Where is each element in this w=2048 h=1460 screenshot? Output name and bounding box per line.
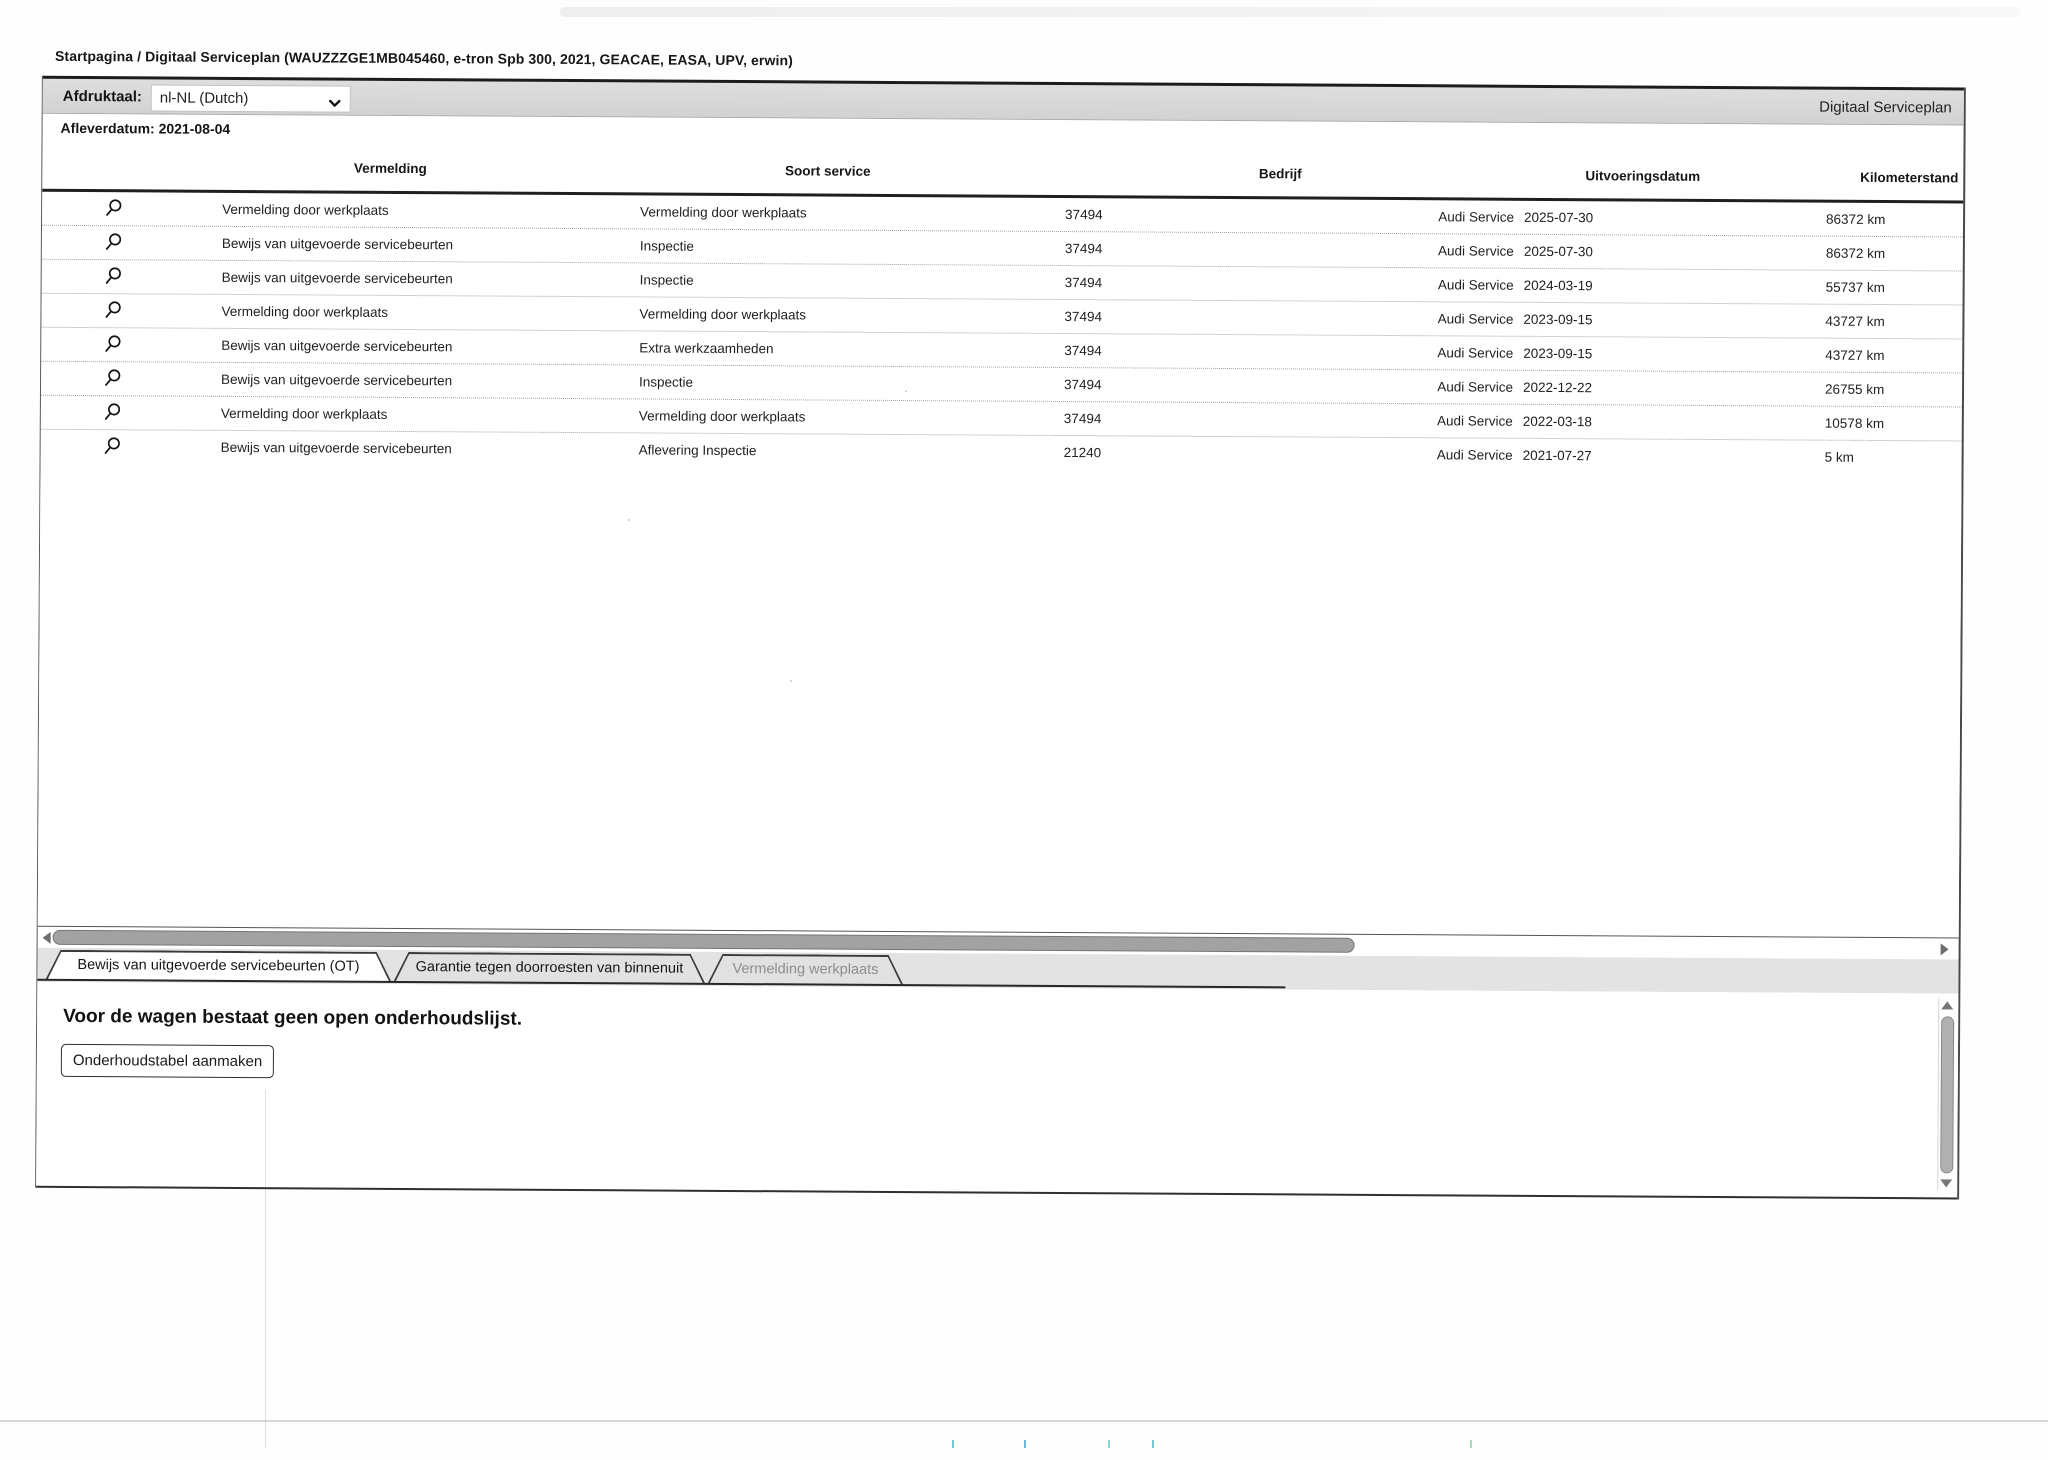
service-history-table bbox=[41, 192, 1964, 476]
cell-bedrijf-naam: Audi Service bbox=[1438, 243, 1514, 259]
cell-bedrijf-naam: Audi Service bbox=[1437, 379, 1514, 395]
cell-soort-service: Vermelding door werkplaats bbox=[639, 306, 807, 323]
cell-vermelding: Bewijs van uitgevoerde servicebeurten bbox=[221, 269, 453, 287]
cell-vermelding: Bewijs van uitgevoerde servicebeurten bbox=[221, 371, 453, 389]
cell-soort-service: Inspectie bbox=[639, 272, 694, 288]
cell-vermelding: Bewijs van uitgevoerde servicebeurten bbox=[220, 439, 452, 457]
cell-bedrijf-nummer: 21240 bbox=[1063, 445, 1102, 461]
search-icon[interactable] bbox=[103, 402, 122, 421]
cell-soort-service: Inspectie bbox=[638, 374, 694, 390]
vertical-scrollbar-thumb[interactable] bbox=[1940, 1016, 1954, 1173]
arrow-up-icon[interactable] bbox=[1941, 1001, 1953, 1009]
maintenance-panel bbox=[36, 982, 1958, 1200]
cell-soort-service: Aflevering Inspectie bbox=[638, 442, 757, 459]
search-icon[interactable] bbox=[103, 368, 122, 387]
arrow-down-icon[interactable] bbox=[1940, 1179, 1952, 1187]
cell-bedrijf-naam: Audi Service bbox=[1437, 277, 1514, 293]
cell-soort-service: Extra werkzaamheden bbox=[639, 340, 774, 357]
tab-label: Bewijs van uitgevoerde servicebeurten (OT) bbox=[77, 957, 360, 975]
column-header-uitvoeringsdatum: Uitvoeringsdatum bbox=[1585, 168, 1701, 184]
cell-kilometerstand: 10578 km bbox=[1824, 415, 1885, 432]
cell-kilometerstand: 86372 km bbox=[1825, 245, 1886, 262]
tab-label: Garantie tegen doorroesten van binnenuit bbox=[415, 959, 684, 977]
search-icon[interactable] bbox=[103, 334, 122, 353]
column-header-vermelding: Vermelding bbox=[353, 160, 427, 177]
cell-bedrijf-nummer: 37494 bbox=[1064, 309, 1103, 325]
chevron-down-icon bbox=[329, 95, 341, 113]
cell-uitvoeringsdatum: 2023-09-15 bbox=[1523, 345, 1593, 362]
cell-uitvoeringsdatum: 2024-03-19 bbox=[1523, 277, 1593, 294]
cell-vermelding: Bewijs van uitgevoerde servicebeurten bbox=[221, 337, 453, 355]
cell-bedrijf-nummer: 37494 bbox=[1064, 241, 1103, 257]
tab-bewijs-servicebeurten[interactable] bbox=[45, 950, 391, 982]
tab-label: Vermelding werkplaats bbox=[732, 961, 879, 978]
vertical-scrollbar[interactable] bbox=[1937, 998, 1955, 1190]
cell-bedrijf-nummer: 37494 bbox=[1065, 207, 1103, 223]
cell-vermelding: Vermelding door werkplaats bbox=[221, 303, 389, 320]
cell-soort-service: Vermelding door werkplaats bbox=[640, 204, 807, 221]
cell-vermelding: Vermelding door werkplaats bbox=[220, 405, 388, 422]
serviceplan-frame bbox=[35, 76, 1966, 1200]
no-open-maintenance-message: Voor de wagen bestaat geen open onderhoudslijst. bbox=[63, 1005, 523, 1030]
search-icon[interactable] bbox=[104, 198, 123, 217]
cell-bedrijf-naam: Audi Service bbox=[1438, 209, 1515, 225]
cell-uitvoeringsdatum: 2023-09-15 bbox=[1523, 311, 1593, 328]
create-maintenance-table-button[interactable]: Onderhoudstabel aanmaken bbox=[61, 1044, 275, 1078]
cell-kilometerstand: 26755 km bbox=[1824, 381, 1885, 398]
cell-bedrijf-nummer: 37494 bbox=[1064, 275, 1103, 291]
cell-bedrijf-nummer: 37494 bbox=[1063, 377, 1102, 393]
tab-garantie-doorroesten[interactable] bbox=[393, 952, 705, 984]
cell-bedrijf-naam: Audi Service bbox=[1436, 413, 1513, 429]
arrow-right-icon[interactable] bbox=[1941, 943, 1949, 955]
search-icon[interactable] bbox=[104, 266, 123, 285]
cell-uitvoeringsdatum: 2022-03-18 bbox=[1522, 413, 1592, 430]
cell-bedrijf-naam: Audi Service bbox=[1437, 311, 1514, 327]
cell-kilometerstand: 43727 km bbox=[1825, 347, 1885, 364]
app-title: Digitaal Serviceplan bbox=[1819, 98, 1952, 117]
cell-vermelding: Vermelding door werkplaats bbox=[222, 201, 389, 218]
cell-soort-service: Vermelding door werkplaats bbox=[638, 408, 806, 425]
column-header-kilometerstand: Kilometerstand bbox=[1860, 169, 1959, 186]
cell-kilometerstand: 5 km bbox=[1824, 449, 1854, 465]
search-icon[interactable] bbox=[103, 436, 122, 455]
cell-uitvoeringsdatum: 2021-07-27 bbox=[1522, 447, 1592, 464]
cell-kilometerstand: 55737 km bbox=[1825, 279, 1885, 296]
tab-vermelding-werkplaats bbox=[707, 954, 903, 985]
cell-kilometerstand: 43727 km bbox=[1825, 313, 1885, 330]
cell-vermelding: Bewijs van uitgevoerde servicebeurten bbox=[221, 235, 454, 253]
search-icon[interactable] bbox=[103, 300, 122, 319]
cell-uitvoeringsdatum: 2022-12-22 bbox=[1522, 379, 1593, 396]
table-empty-area bbox=[38, 456, 1962, 939]
cell-uitvoeringsdatum: 2025-07-30 bbox=[1524, 209, 1594, 226]
column-header-actions bbox=[42, 166, 165, 167]
cell-bedrijf-naam: Audi Service bbox=[1437, 345, 1514, 361]
breadcrumb[interactable]: Startpagina / Digitaal Serviceplan (WAUZZZGE1MB045460, e-tron Spb 300, 2021, GEACAE, EASA, UPV, erwin) bbox=[54, 47, 793, 69]
cell-uitvoeringsdatum: 2025-07-30 bbox=[1523, 243, 1593, 260]
delivery-date: Afleverdatum: 2021-08-04 bbox=[60, 119, 231, 137]
cell-bedrijf-nummer: 37494 bbox=[1064, 343, 1102, 359]
column-header-bedrijf: Bedrijf bbox=[1258, 166, 1302, 182]
cell-bedrijf-nummer: 37494 bbox=[1063, 411, 1102, 427]
arrow-left-icon[interactable] bbox=[43, 932, 51, 944]
print-language-value: nl-NL (Dutch) bbox=[159, 89, 249, 108]
search-icon[interactable] bbox=[104, 232, 123, 251]
cell-kilometerstand: 86372 km bbox=[1826, 211, 1886, 228]
print-language-select[interactable] bbox=[151, 84, 351, 112]
column-header-soort-service: Soort service bbox=[785, 163, 871, 179]
cell-bedrijf-naam: Audi Service bbox=[1436, 447, 1513, 463]
cell-soort-service: Inspectie bbox=[639, 238, 694, 254]
print-language-label: Afdruktaal: bbox=[62, 87, 143, 106]
